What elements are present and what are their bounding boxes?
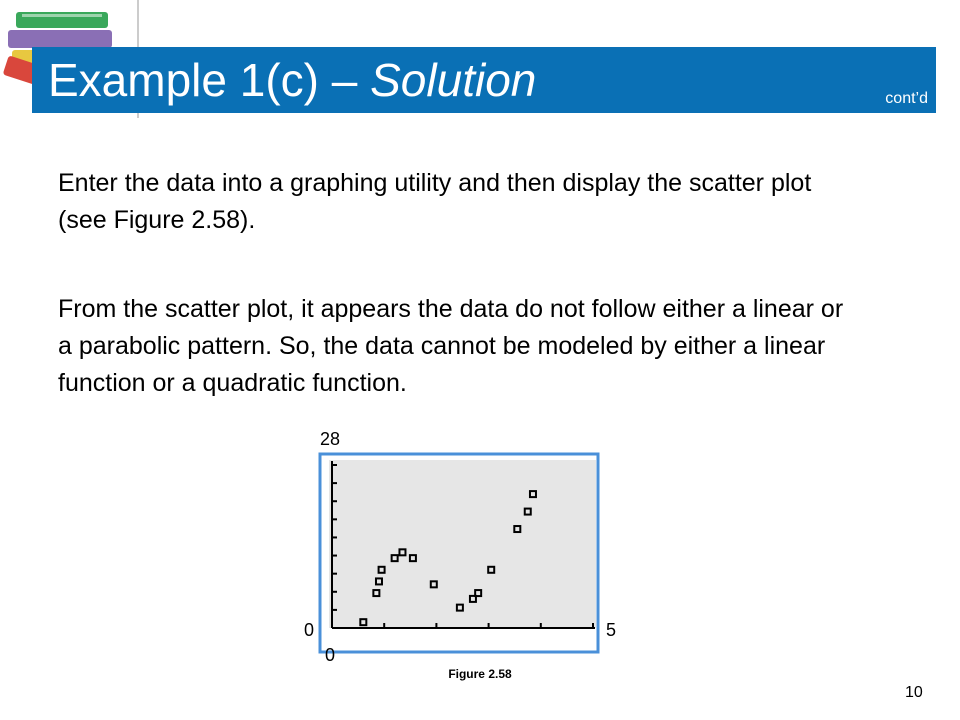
- title-main: Example 1(c) –: [48, 54, 371, 106]
- y-max-label: 28: [320, 429, 341, 449]
- paragraph-2: From the scatter plot, it appears the data do not follow either a linear or a parabolic pattern. So, the data cannot be modeled by either a linear function or a quadratic function.: [58, 295, 844, 397]
- title-italic: Solution: [370, 54, 537, 106]
- figure-caption: Figure 2.58: [448, 667, 512, 681]
- x-max-label: 5: [606, 620, 617, 640]
- origin-label: 0: [325, 645, 336, 665]
- slide-title: [48, 47, 536, 113]
- continued-label: cont’d: [885, 90, 928, 107]
- page-number: 10: [905, 684, 923, 701]
- plot-area: [329, 460, 596, 628]
- y-min-label: 0: [304, 620, 315, 640]
- scatter-chart: [300, 425, 640, 670]
- paragraph-1: Enter the data into a graphing utility and then display the scatter plot (see Figure 2.58).: [58, 169, 812, 234]
